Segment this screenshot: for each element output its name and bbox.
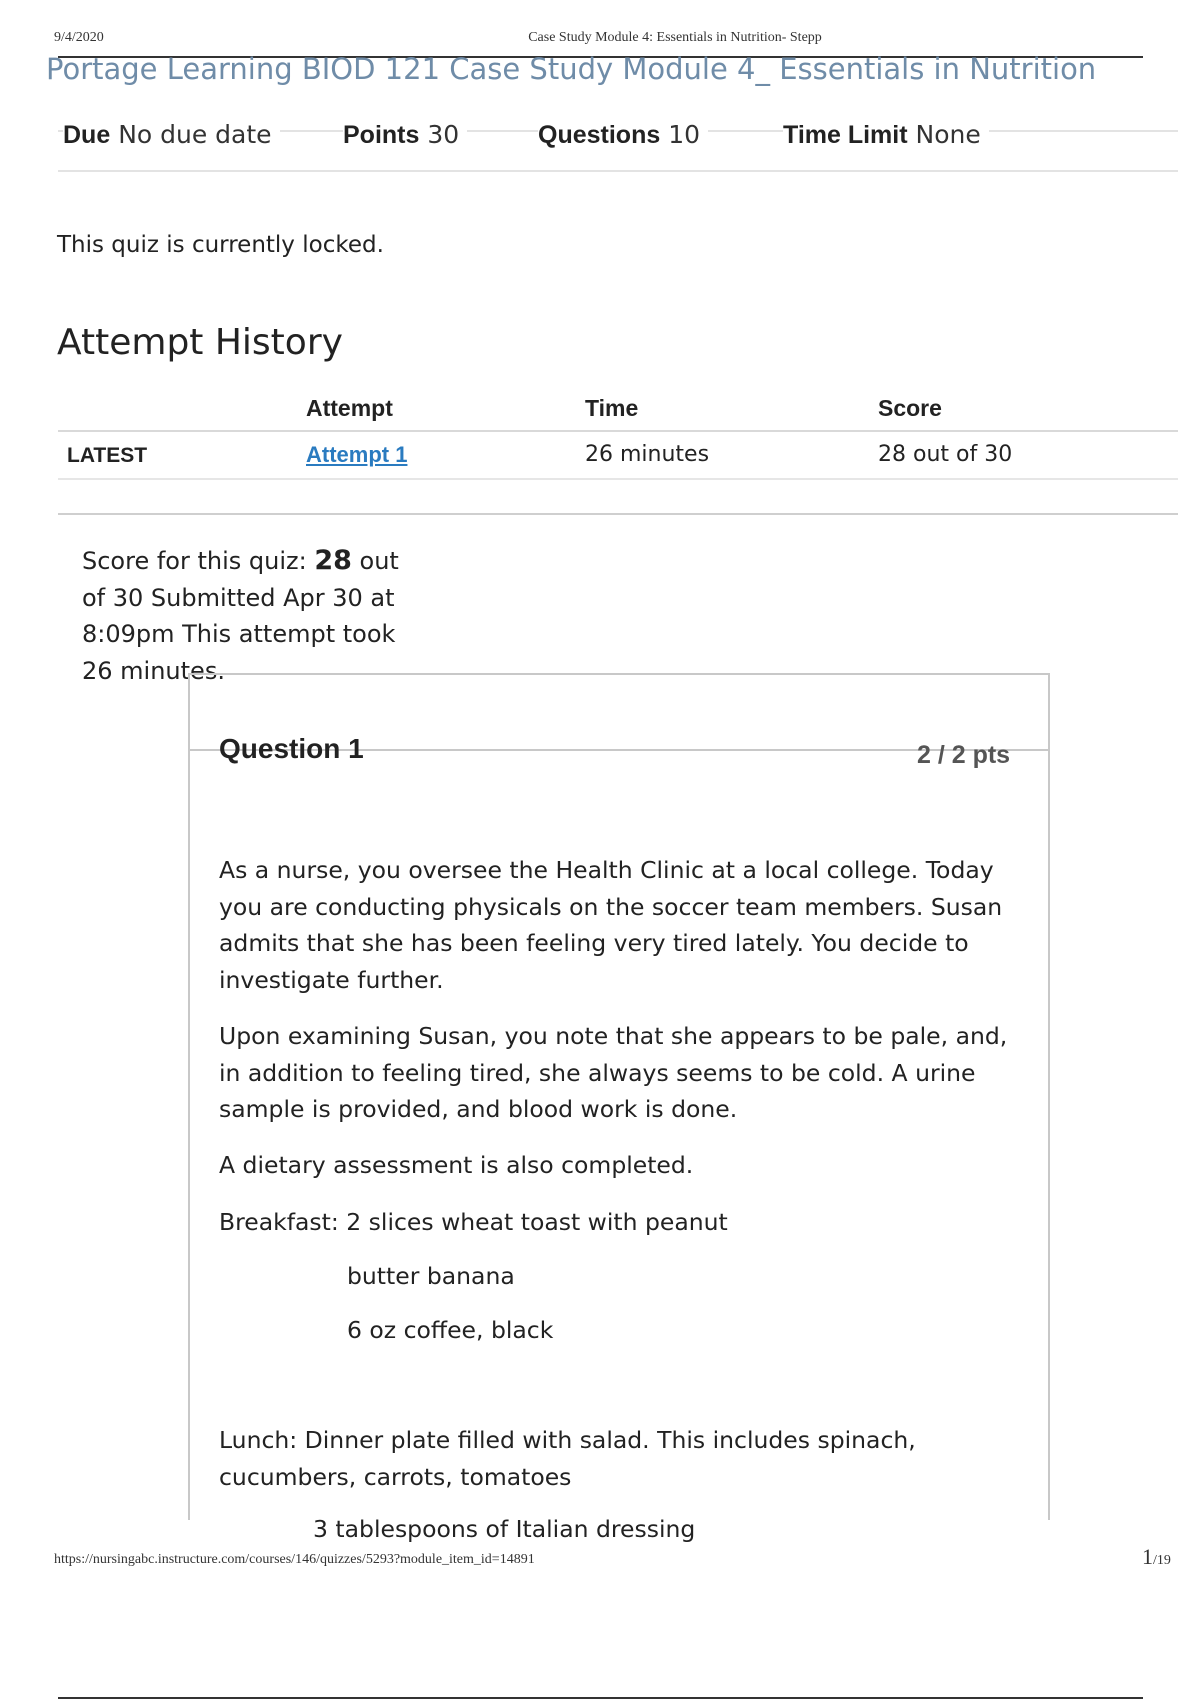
course-title: Portage Learning BIOD 121 Case Study Module 4_ Essentials in Nutrition bbox=[46, 52, 1097, 86]
bottom-divider bbox=[58, 1697, 1143, 1699]
column-header-time: Time bbox=[585, 395, 639, 421]
time-limit-label: Time Limit bbox=[783, 121, 908, 149]
question-paragraph: As a nurse, you oversee the Health Clinic at a local college. Today you are conducting physicals on the soccer team members. Susan admits that she has been feeling very tired lately. You decide to investigate further. bbox=[219, 856, 1003, 994]
due-value: No due date bbox=[118, 120, 272, 149]
questions-meta bbox=[538, 120, 708, 150]
question-title: Question 1 bbox=[219, 733, 364, 764]
table-header-divider bbox=[58, 430, 1178, 432]
time-limit-meta bbox=[783, 120, 989, 150]
attempt-score: 28 out of 30 bbox=[878, 442, 1013, 467]
question-paragraph: 6 oz coffee, black bbox=[347, 1316, 554, 1344]
print-url: https://nursingabc.instructure.com/courses/146/quizzes/5293?module_item_id=14891 bbox=[54, 1552, 535, 1567]
score-summary bbox=[82, 543, 412, 689]
question-points: 2 / 2 pts bbox=[917, 741, 1011, 769]
questions-value: 10 bbox=[668, 120, 701, 149]
question-paragraph: 3 tablespoons of Italian dressing bbox=[313, 1515, 696, 1543]
column-header-score: Score bbox=[878, 395, 942, 421]
print-page-title: Case Study Module 4: Essentials in Nutrition- Stepp bbox=[528, 30, 822, 45]
time-limit-value: None bbox=[915, 120, 981, 149]
print-date: 9/4/2020 bbox=[54, 30, 104, 45]
meta-divider-bottom bbox=[58, 170, 1178, 172]
score-prefix: Score for this quiz: bbox=[82, 547, 315, 575]
attempt-history-title: Attempt History bbox=[57, 322, 343, 363]
column-header-attempt: Attempt bbox=[306, 395, 393, 421]
question-paragraph: butter banana bbox=[347, 1262, 515, 1290]
points-value: 30 bbox=[427, 120, 460, 149]
points-meta bbox=[343, 120, 467, 150]
score-suffix: out of 30 Submitted Apr 30 at 8:09pm This attempt took 26 minutes. bbox=[82, 547, 399, 685]
question-paragraph: Lunch: Dinner plate filled with salad. This includes spinach, cucumbers, carrots, tomatoes bbox=[219, 1426, 916, 1491]
section-divider bbox=[58, 513, 1178, 515]
question-paragraph: Breakfast: 2 slices wheat toast with peanut bbox=[219, 1208, 728, 1236]
score-value: 28 bbox=[314, 545, 352, 576]
question-paragraph: A dietary assessment is also completed. bbox=[219, 1151, 694, 1179]
locked-message: This quiz is currently locked. bbox=[57, 232, 384, 258]
latest-badge: LATEST bbox=[67, 444, 148, 467]
due-label: Due bbox=[63, 121, 111, 149]
print-page-number bbox=[1142, 1544, 1171, 1570]
table-row-divider bbox=[58, 478, 1178, 480]
due-meta bbox=[63, 120, 280, 150]
attempt-1-link[interactable]: Attempt 1 bbox=[306, 442, 408, 467]
question-paragraph: Upon examining Susan, you note that she appears to be pale, and, in addition to feeling tired, she always seems to be cold. A urine sample is provided, and blood work is done. bbox=[219, 1022, 1008, 1123]
questions-label: Questions bbox=[538, 121, 661, 149]
points-label: Points bbox=[343, 121, 420, 149]
attempt-time: 26 minutes bbox=[585, 442, 710, 467]
page-current: 1 bbox=[1142, 1544, 1153, 1569]
page-total: /19 bbox=[1153, 1553, 1171, 1568]
